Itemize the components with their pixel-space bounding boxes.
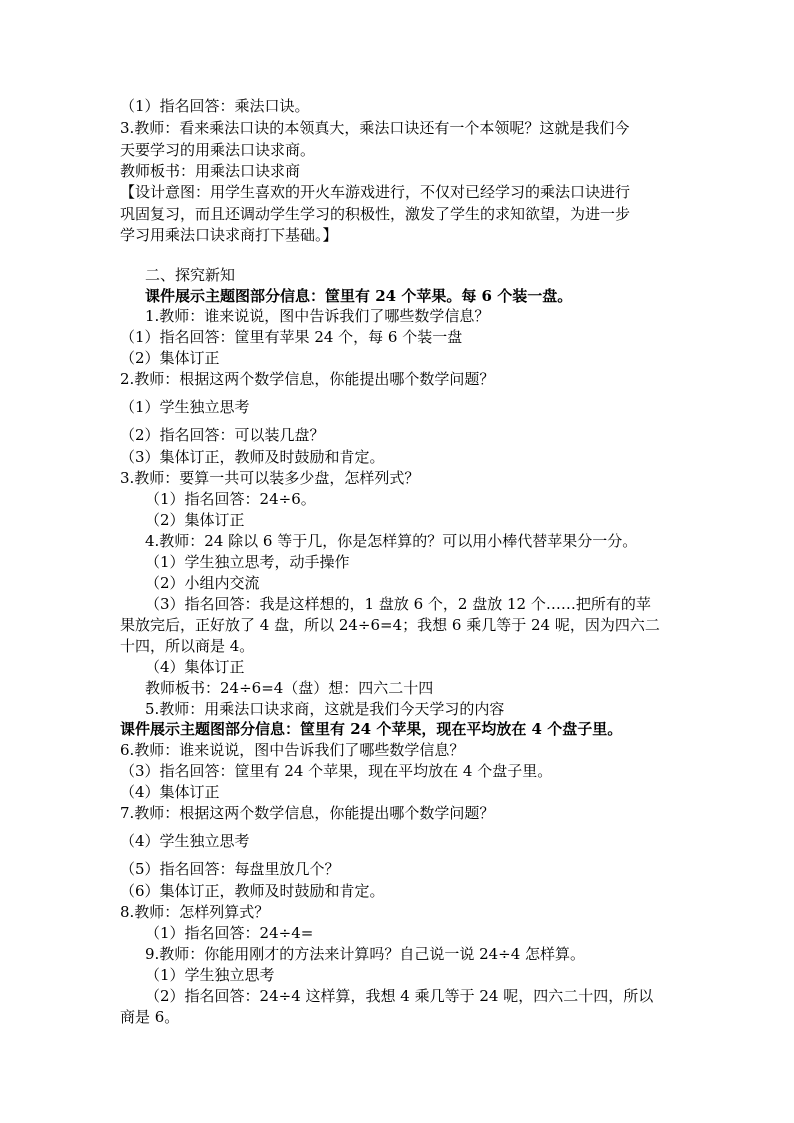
- text-line: 7.教师：根据这两个数学信息，你能提出哪个数学问题？: [120, 804, 495, 822]
- text-line: （2）集体订正: [120, 349, 220, 367]
- text-line: （5）指名回答：每盘里放几个？: [120, 860, 340, 878]
- text-line: （1）学生独立思考，动手操作: [145, 553, 350, 571]
- text-line: （4）集体订正: [145, 658, 245, 676]
- text-line: （1）指名回答：筐里有苹果 24 个，每 6 个装一盘: [120, 328, 463, 346]
- text-line: （1）学生独立思考: [120, 398, 250, 416]
- text-line: （2）小组内交流: [145, 574, 260, 592]
- text-line: （4）学生独立思考: [120, 832, 250, 850]
- text-line: 2.教师：根据这两个数学信息，你能提出哪个数学问题？: [120, 370, 495, 388]
- text-line: 6.教师：谁来说说，图中告诉我们了哪些数学信息？: [120, 741, 465, 759]
- text-line: （1）指名回答：乘法口诀。: [120, 97, 310, 115]
- text-line: 教师板书：24÷6=4（盘）想：四六二十四: [145, 679, 434, 697]
- text-line: 3.教师：要算一共可以装多少盘，怎样列式？: [120, 469, 420, 487]
- text-line: （4）集体订正: [120, 783, 220, 801]
- text-line: 果放完后，正好放了 4 盘，所以 24÷6=4；我想 6 乘几等于 24 呢，因为四六二: [120, 616, 660, 634]
- bold-text-line: 课件展示主题图部分信息：筐里有 24 个苹果。每 6 个装一盘。: [145, 287, 573, 305]
- text-line: 学习用乘法口诀求商打下基础。】: [120, 226, 338, 244]
- text-line: 3.教师：看来乘法口诀的本领真大，乘法口诀还有一个本领呢？这就是我们今: [120, 119, 630, 137]
- text-line: 【设计意图：用学生喜欢的开火车游戏进行，不仅对已经学习的乘法口诀进行: [120, 183, 631, 201]
- text-line: （1）指名回答：24÷6。: [145, 490, 316, 508]
- text-line: （2）指名回答：可以装几盘？: [120, 426, 325, 444]
- text-line: 教师板书：用乘法口诀求商: [120, 162, 301, 180]
- text-line: 4.教师：24 除以 6 等于几，你是怎样算的？可以用小棒代替苹果分一分。: [145, 532, 638, 550]
- bold-text-line: 课件展示主题图部分信息：筐里有 24 个苹果，现在平均放在 4 个盘子里。: [120, 720, 623, 738]
- text-line: （2）指名回答：24÷4 这样算，我想 4 乘几等于 24 呢，四六二十四，所以: [145, 987, 654, 1005]
- text-line: 5.教师：用乘法口诀求商，这就是我们今天学习的内容: [145, 700, 505, 718]
- text-line: （3）指名回答：我是这样想的，1 盘放 6 个，2 盘放 12 个……把所有的苹: [145, 595, 651, 613]
- text-line: 1.教师：谁来说说，图中告诉我们了哪些数学信息？: [145, 307, 490, 325]
- text-line: 天要学习的用乘法口诀求商。: [120, 141, 316, 159]
- text-line: 巩固复习，而且还调动学生学习的积极性，激发了学生的求知欲望，为进一步: [120, 205, 631, 223]
- text-line: （3）集体订正，教师及时鼓励和肯定。: [120, 448, 385, 466]
- section-heading: 二、探究新知: [145, 266, 236, 284]
- text-line: 8.教师：怎样列算式？: [120, 903, 270, 921]
- text-line: （1）指名回答：24÷4=: [145, 924, 314, 942]
- text-line: （6）集体订正，教师及时鼓励和肯定。: [120, 882, 385, 900]
- text-line: 十四，所以商是 4。: [120, 637, 255, 655]
- text-line: 9.教师：你能用刚才的方法来计算吗？自己说一说 24÷4 怎样算。: [145, 945, 586, 963]
- text-line: 商是 6。: [120, 1008, 180, 1026]
- text-line: （2）集体订正: [145, 511, 245, 529]
- text-line: （1）学生独立思考: [145, 966, 275, 984]
- text-line: （3）指名回答：筐里有 24 个苹果，现在平均放在 4 个盘子里。: [120, 762, 553, 780]
